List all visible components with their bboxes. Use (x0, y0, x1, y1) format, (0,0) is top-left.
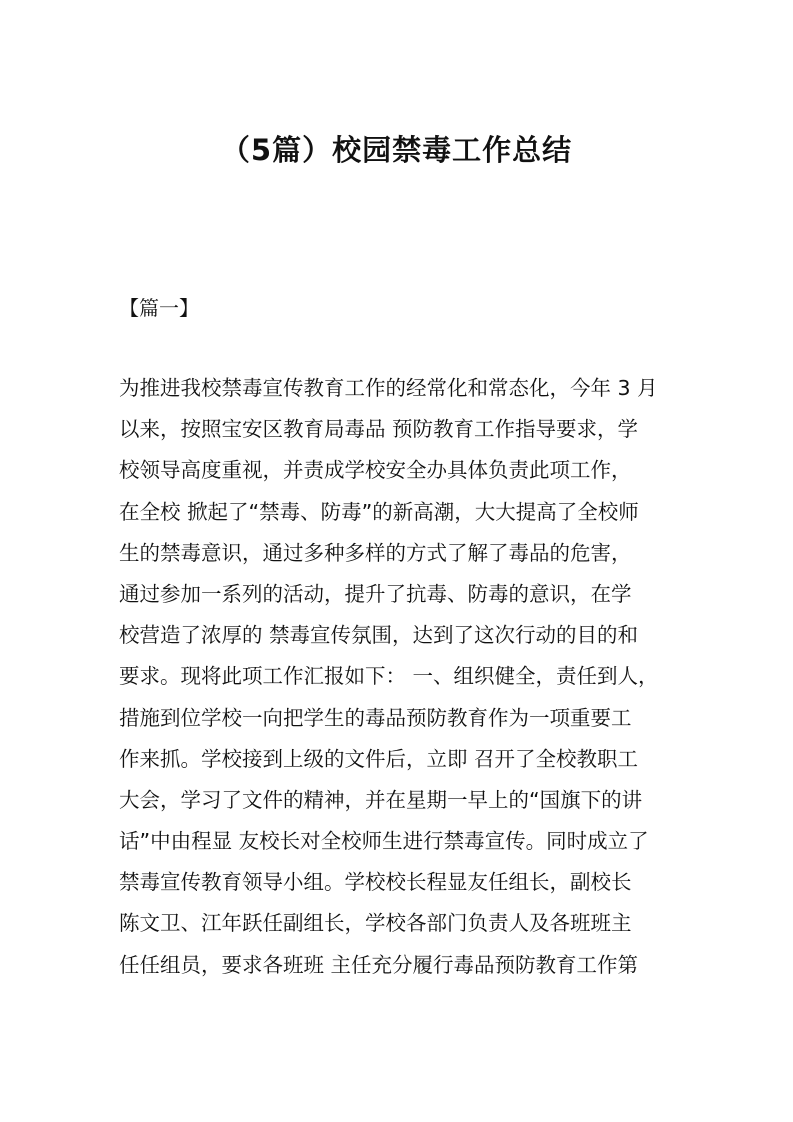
body-line: 任任组员，要求各班班 主任充分履行毒品预防教育工作第 (119, 952, 639, 977)
body-line: 通过参加一系列的活动，提升了抗毒、防毒的意识，在学 (119, 581, 632, 606)
body-line: 生的禁毒意识，通过多种多样的方式了解了毒品的危害， (119, 540, 632, 565)
body-line: 陈文卫、江年跃任副组长，学校各部门负责人及各班班主 (119, 911, 632, 936)
body-line: 话”中由程显 友校长对全校师生进行禁毒宣传。同时成立了 (119, 829, 649, 854)
body-line: 措施到位学校一向把学生的毒品预防教育作为一项重要工 (119, 705, 632, 730)
body-line: 禁毒宣传教育领导小组。学校校长程显友任组长，副校长 (119, 870, 632, 895)
body-text (119, 368, 699, 986)
body-line: 要求。现将此项工作汇报如下： 一、组织健全，责任到人， (119, 664, 659, 689)
body-line: 校领导高度重视，并责成学校安全办具体负责此项工作， (119, 458, 632, 483)
section-heading: 【篇一】 (119, 296, 199, 320)
body-line: 大会，学习了文件的精神，并在星期一早上的“国旗下的讲 (119, 787, 643, 812)
body-line: 为推进我校禁毒宣传教育工作的经常化和常态化，今年 3 月 (119, 376, 658, 400)
body-line: 在全校 掀起了“禁毒、防毒”的新高潮，大大提高了全校师 (119, 499, 639, 524)
document-title: （5篇）校园禁毒工作总结 (220, 133, 573, 167)
body-line: 作来抓。学校接到上级的文件后，立即 召开了全校教职工 (119, 746, 639, 771)
body-line: 校营造了浓厚的 禁毒宣传氛围，达到了这次行动的目的和 (119, 623, 639, 648)
body-line: 以来，按照宝安区教育局毒品 预防教育工作指导要求，学 (119, 417, 639, 442)
